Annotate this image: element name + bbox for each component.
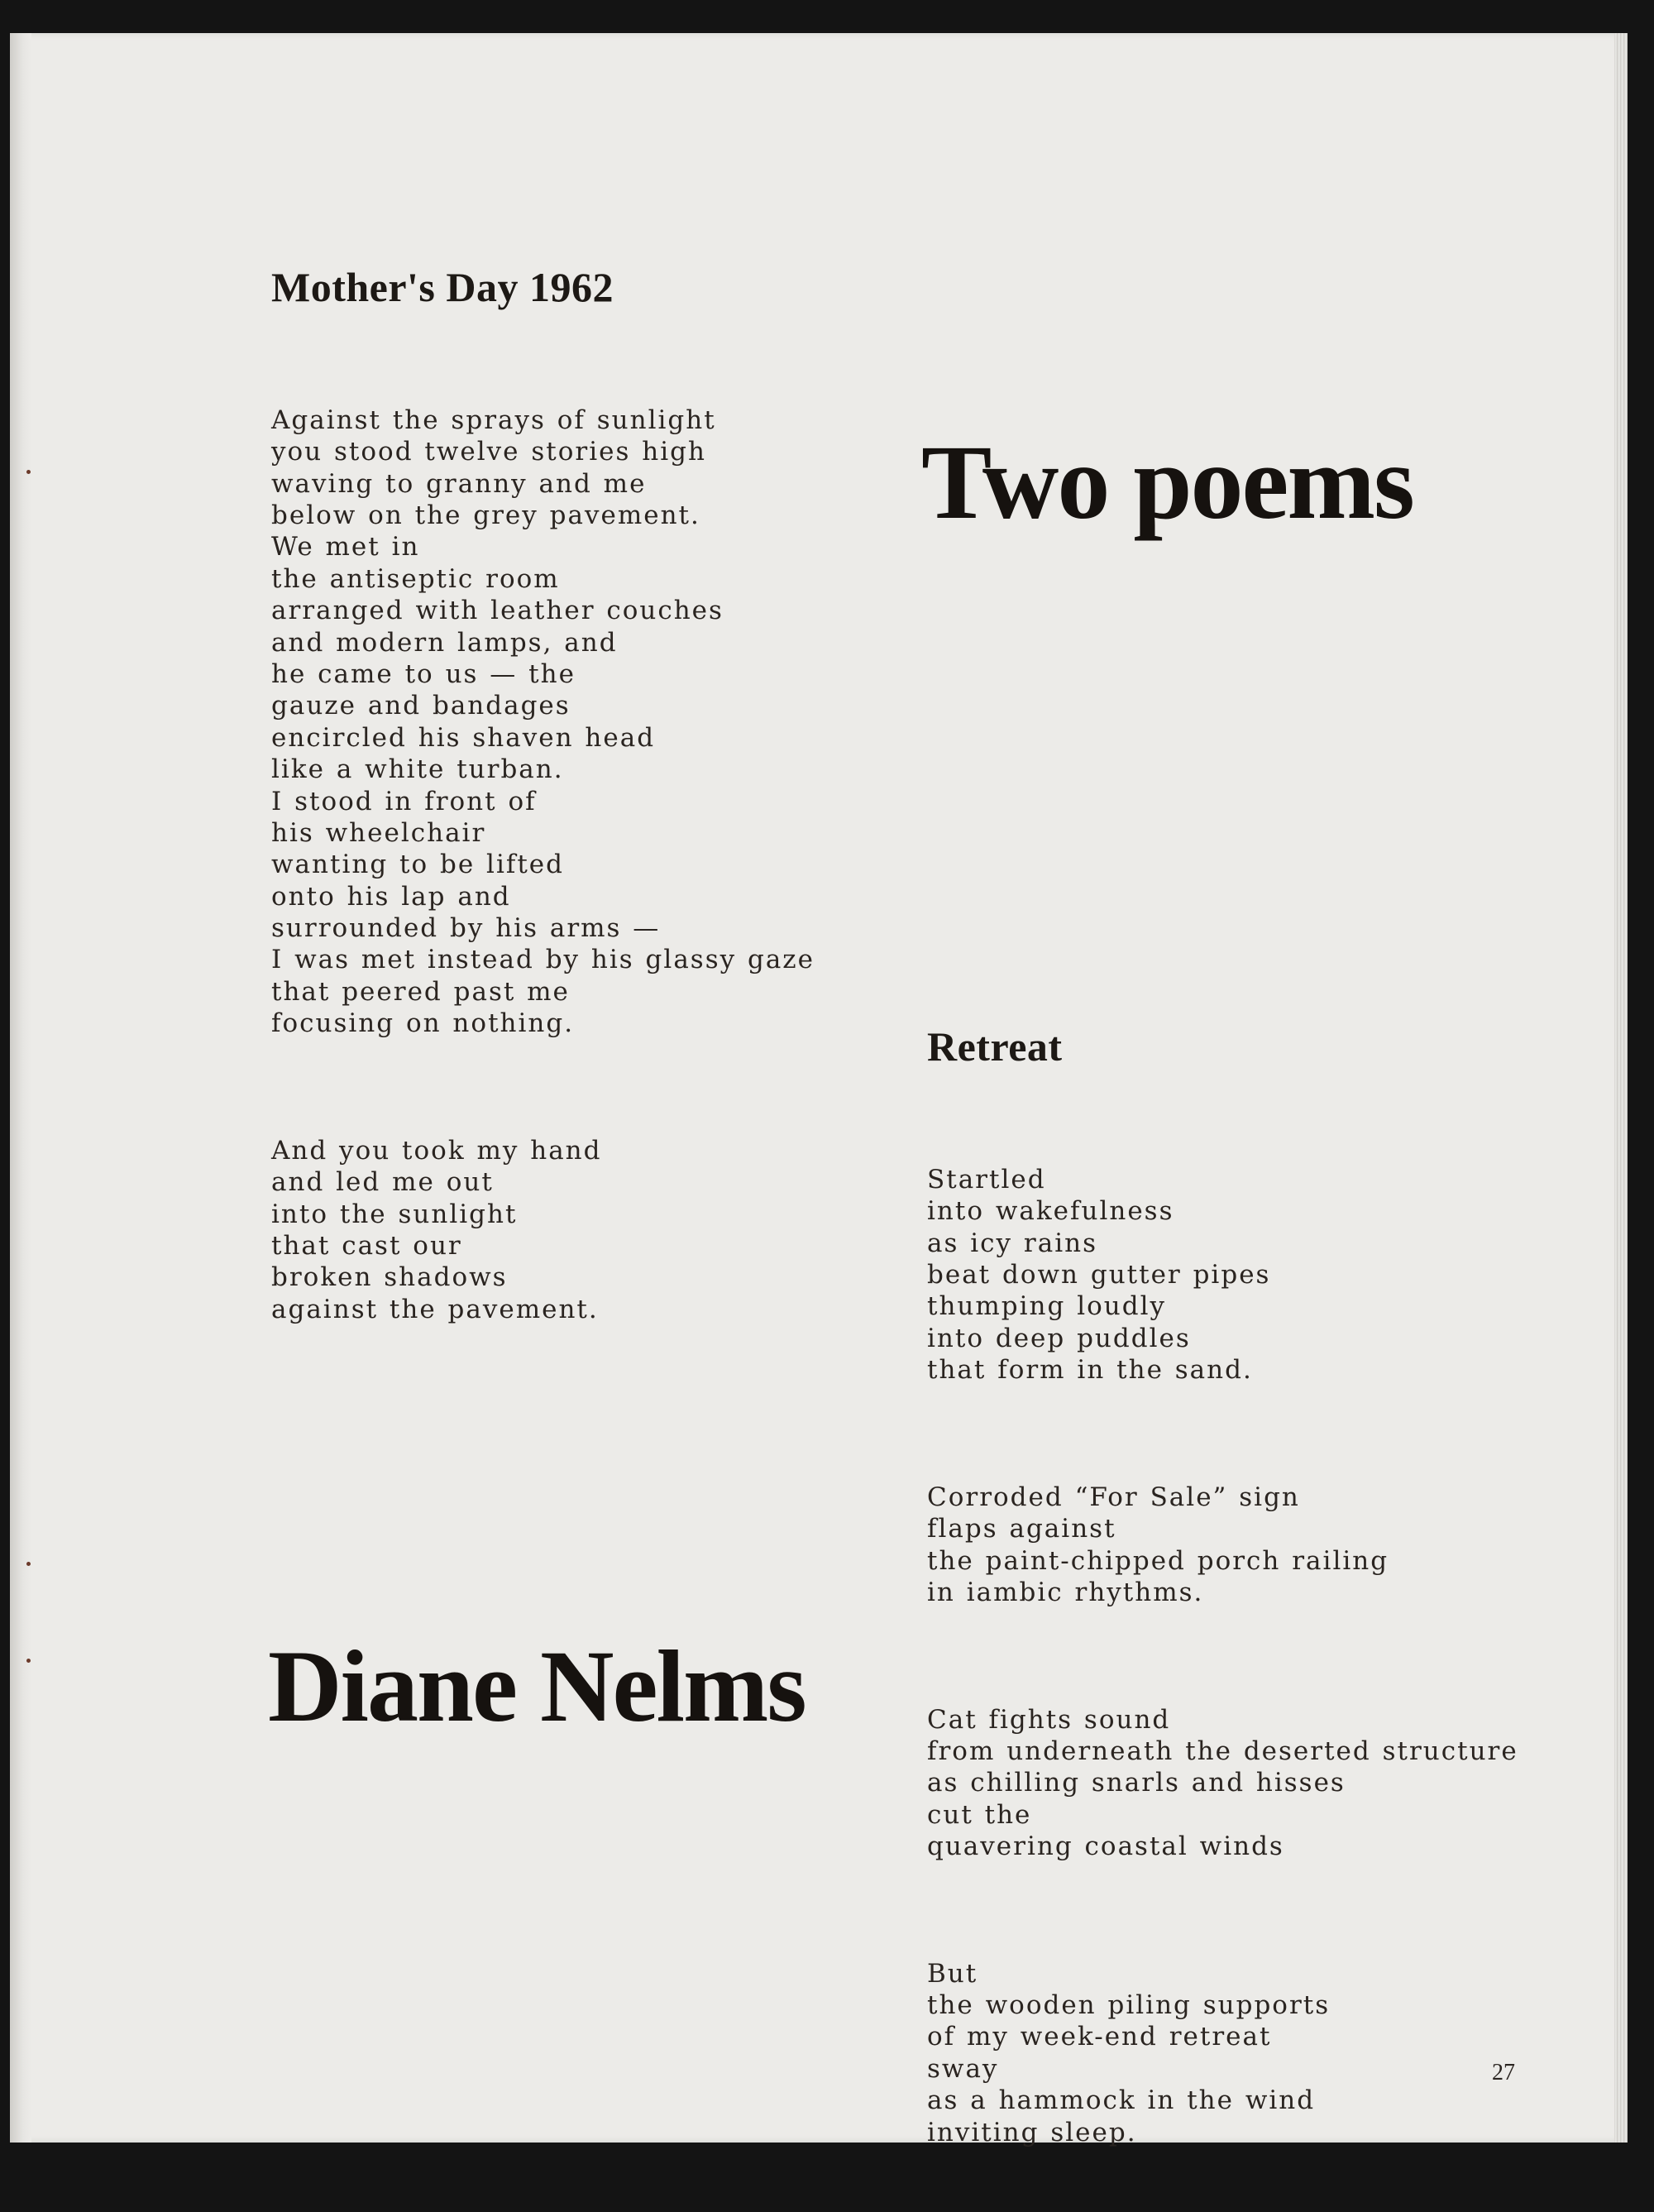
poem-title-retreat: Retreat bbox=[927, 1023, 1063, 1070]
poem-line: and modern lamps, and bbox=[271, 627, 618, 658]
poem-line: into wakefulness bbox=[927, 1196, 1174, 1227]
stanza bbox=[271, 1135, 815, 1325]
stanza bbox=[927, 1704, 1518, 1863]
poem-line: sway bbox=[927, 2053, 999, 2084]
margin-mark bbox=[26, 1659, 31, 1663]
poem-line: from underneath the deserted structure bbox=[927, 1736, 1518, 1766]
poem-line: wanting to be lifted bbox=[271, 850, 564, 880]
poem-line: as a hammock in the wind bbox=[927, 2085, 1316, 2116]
poem-line: in iambic rhythms. bbox=[927, 1577, 1204, 1607]
poem-line: as icy rains bbox=[927, 1228, 1097, 1258]
poem-line: encircled his shaven head bbox=[271, 722, 656, 753]
author-name: Diane Nelms bbox=[268, 1630, 805, 1743]
poem-line: like a white turban. bbox=[271, 754, 564, 785]
poem-line: against the pavement. bbox=[271, 1294, 599, 1324]
poem-line: But bbox=[927, 1958, 978, 1989]
poem-line: gauze and bandages bbox=[271, 691, 571, 721]
poem-line: that cast our bbox=[271, 1231, 462, 1261]
poem-line: his wheelchair bbox=[271, 817, 486, 848]
poem-line: cut the bbox=[927, 1799, 1032, 1830]
poem-line: below on the grey pavement. bbox=[271, 500, 700, 530]
poem-line: Cat fights sound bbox=[927, 1704, 1171, 1735]
poem-line: into deep puddles bbox=[927, 1323, 1191, 1353]
poem-line: into the sunlight bbox=[271, 1199, 518, 1229]
poem-line: arranged with leather couches bbox=[271, 596, 724, 626]
page-binding bbox=[10, 33, 31, 2143]
stanza bbox=[271, 405, 815, 1040]
poem-line: that form in the sand. bbox=[927, 1355, 1253, 1386]
stanza bbox=[927, 1958, 1518, 2148]
margin-mark bbox=[26, 470, 31, 474]
poem-line: focusing on nothing. bbox=[271, 1008, 575, 1039]
main-title: Two poems bbox=[921, 424, 1413, 541]
poem-line: that peered past me bbox=[271, 976, 570, 1007]
poem-line: Corroded “For Sale” sign bbox=[927, 1482, 1300, 1512]
page-edge bbox=[1614, 33, 1628, 2143]
poem-line: the antiseptic room bbox=[271, 563, 560, 594]
poem-line: the wooden piling supports bbox=[927, 1990, 1331, 2021]
poem-line: thumping loudly bbox=[927, 1291, 1167, 1322]
poem-line: Startled bbox=[927, 1164, 1046, 1195]
poem-line: the paint-chipped porch railing bbox=[927, 1545, 1389, 1576]
magazine-page bbox=[10, 33, 1614, 2147]
poem-line: We met in bbox=[271, 532, 420, 563]
poem-line: of my week-end retreat bbox=[927, 2022, 1272, 2052]
margin-mark bbox=[26, 1562, 31, 1566]
poem-line: I stood in front of bbox=[271, 786, 537, 816]
poem-line: inviting sleep. bbox=[927, 2117, 1137, 2147]
poem-line: I was met instead by his glassy gaze bbox=[271, 945, 815, 975]
poem-line: quavering coastal winds bbox=[927, 1831, 1284, 1862]
poem-line: onto his lap and bbox=[271, 881, 511, 912]
stanza bbox=[927, 1482, 1518, 1609]
poem-line: beat down gutter pipes bbox=[927, 1259, 1271, 1290]
poem-title-mothers-day: Mother's Day 1962 bbox=[271, 264, 614, 310]
poem-line: Against the sprays of sunlight bbox=[271, 405, 716, 435]
poem-line: flaps against bbox=[927, 1514, 1116, 1544]
poem-line: broken shadows bbox=[271, 1262, 508, 1293]
poem-line: surrounded by his arms — bbox=[271, 913, 661, 944]
poem-body-mothers-day bbox=[271, 341, 815, 1389]
poem-line: as chilling snarls and hisses bbox=[927, 1768, 1346, 1798]
poem-line: And you took my hand bbox=[271, 1135, 602, 1166]
poem-body-retreat bbox=[927, 1100, 1518, 2212]
poem-line: he came to us — the bbox=[271, 658, 576, 689]
poem-line: you stood twelve stories high bbox=[271, 437, 706, 467]
poem-line: waving to granny and me bbox=[271, 468, 647, 499]
page-number: 27 bbox=[1492, 2060, 1515, 2085]
stanza bbox=[927, 1164, 1518, 1386]
poem-line: and led me out bbox=[271, 1167, 494, 1198]
